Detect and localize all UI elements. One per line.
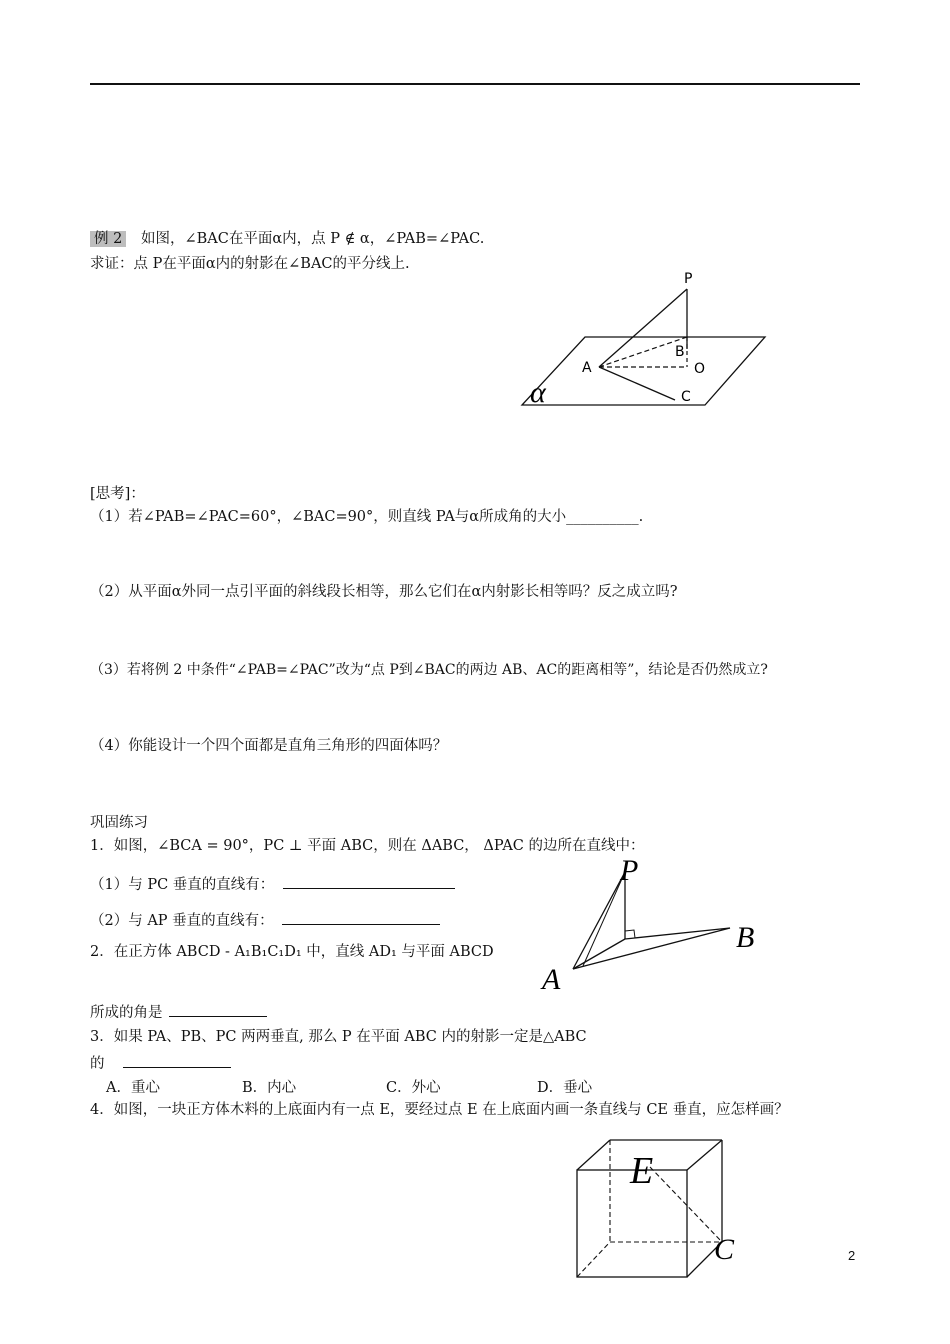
- practice-1a-text: （1）与 PC 垂直的直线有：: [90, 877, 275, 893]
- cube-edge-tr: [687, 1140, 722, 1170]
- answer-blank-2[interactable]: [169, 1002, 267, 1017]
- line-AC: [599, 367, 675, 400]
- example-2-tag: 例 2: [90, 231, 126, 247]
- practice-1a: [90, 874, 455, 895]
- practice-2b-text: 所成的角是: [90, 1005, 163, 1021]
- line-face-edge: [583, 872, 625, 966]
- label-P-2: P: [620, 854, 639, 887]
- figure-plane-alpha: [515, 262, 775, 412]
- segment-EC: [650, 1167, 722, 1242]
- label-A: A: [582, 360, 592, 376]
- label-P: P: [684, 271, 693, 287]
- practice-header: 巩固练习: [90, 815, 148, 831]
- practice-1b: [90, 910, 440, 931]
- line-CB: [625, 928, 730, 939]
- option-a[interactable]: A．重心: [106, 1080, 160, 1096]
- think-q1: （1）若∠PAB=∠PAC=60°，∠BAC=90°，则直线 PA与α所成角的大小__________.: [90, 509, 644, 525]
- answer-blank-1b[interactable]: [282, 910, 440, 925]
- label-B: B: [675, 344, 685, 360]
- think-q2: （2）从平面α外同一点引平面的斜线段长相等，那么它们在α内射影长相等吗？反之成立吗?: [90, 584, 678, 600]
- label-C: C: [681, 389, 691, 405]
- option-c[interactable]: C．外心: [386, 1080, 441, 1096]
- example-2-statement: [90, 229, 484, 249]
- practice-1: 1．如图，∠BCA = 90°，PC ⊥ 平面 ABC，则在 ΔABC， ΔPAC 的边所在直线中：: [90, 838, 645, 854]
- answer-blank-3[interactable]: [123, 1053, 231, 1068]
- figure-tetrahedron: [540, 852, 780, 994]
- figure-cube: [570, 1135, 750, 1283]
- label-E: E: [630, 1150, 654, 1192]
- option-b[interactable]: B．内心: [242, 1080, 297, 1096]
- line-AB: [599, 337, 687, 367]
- label-alpha: α: [530, 376, 546, 409]
- example-2-line-2: 求证：点 P在平面α内的射影在∠BAC的平分线上.: [90, 256, 410, 272]
- label-C-3: C: [714, 1233, 735, 1266]
- example-2-line-1: 如图，∠BAC在平面α内，点 P ∉ α，∠PAB=∠PAC.: [140, 231, 485, 247]
- practice-4: 4．如图，一块正方体木料的上底面内有一点 E，要经过点 E 在上底面内画一条直线与 CE 垂直，应怎样画？: [90, 1102, 789, 1118]
- cube-edge-tl: [577, 1140, 610, 1170]
- option-d[interactable]: D．垂心: [537, 1080, 593, 1096]
- think-q3: （3）若将例 2 中条件“∠PAB=∠PAC”改为“点 P到∠BAC的两边 AB、AC的距离相等”，结论是否仍然成立?: [90, 662, 768, 678]
- think-header: [思考]：: [90, 486, 145, 502]
- line-PA: [599, 289, 687, 367]
- practice-2: 2．在正方体 ABCD - A₁B₁C₁D₁ 中，直线 AD₁ 与平面 ABCD: [90, 944, 494, 960]
- practice-2b: [90, 1002, 267, 1023]
- practice-3b: [90, 1053, 231, 1074]
- answer-blank-1a[interactable]: [283, 874, 455, 889]
- label-B-2: B: [736, 921, 755, 954]
- page-number: 2: [848, 1248, 856, 1263]
- practice-1b-text: （2）与 AP 垂直的直线有：: [90, 913, 274, 929]
- practice-3b-text: 的: [90, 1056, 105, 1072]
- think-q4: （4）你能设计一个四个面都是直角三角形的四面体吗？: [90, 738, 448, 754]
- right-angle-mark: [625, 930, 635, 938]
- label-A-2: A: [542, 963, 561, 994]
- line-AB: [573, 928, 730, 969]
- cube-hidden-diagonal: [577, 1242, 610, 1277]
- header-rule: [90, 83, 860, 85]
- practice-3: 3．如果 PA、PB、PC 两两垂直, 那么 P 在平面 ABC 内的射影一定是△ABC: [90, 1029, 587, 1045]
- plane-alpha-outline: [522, 337, 765, 405]
- label-O: O: [694, 361, 706, 377]
